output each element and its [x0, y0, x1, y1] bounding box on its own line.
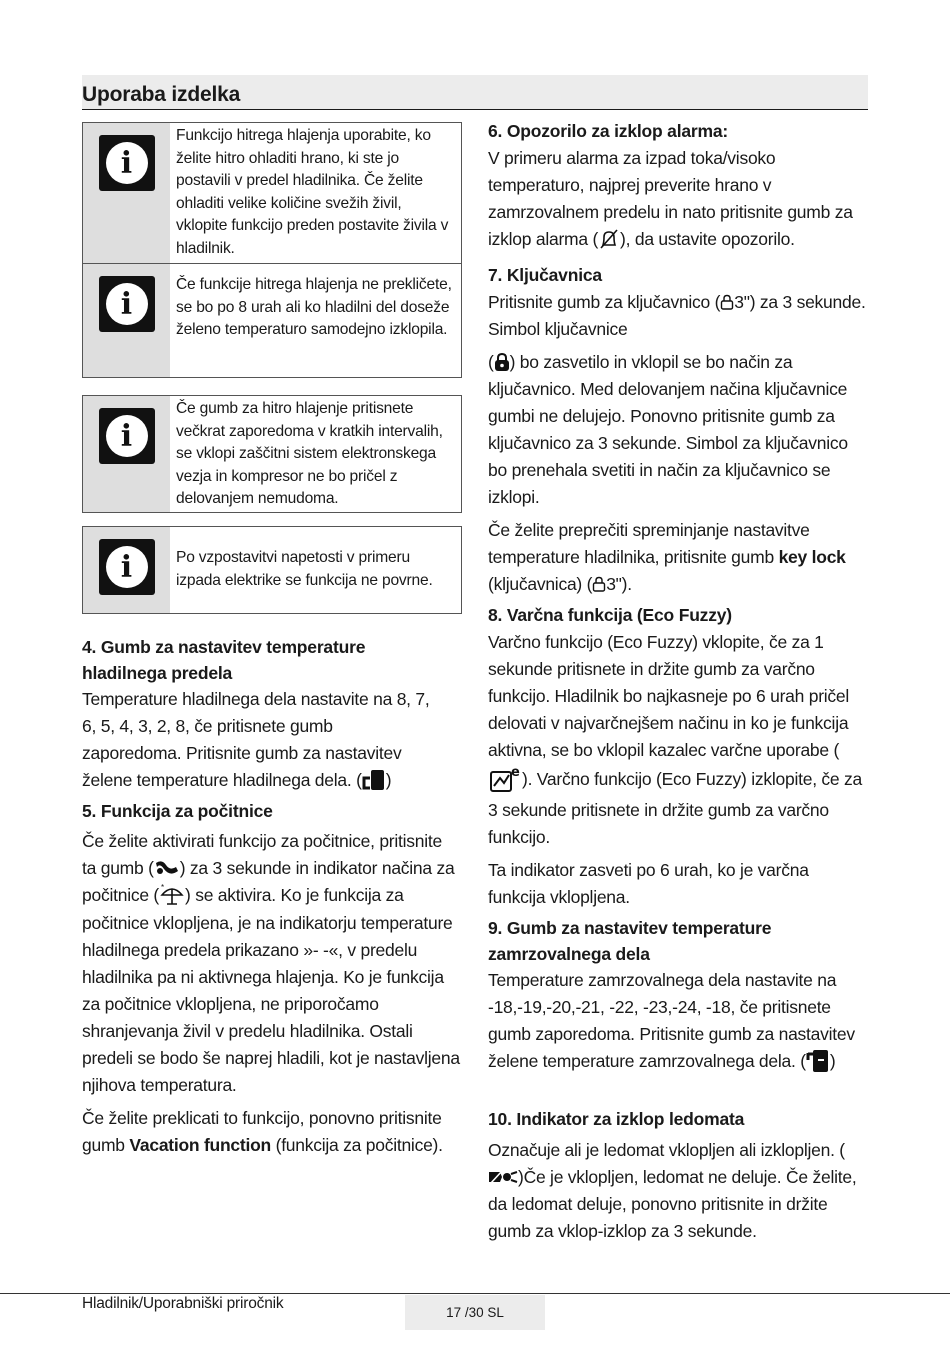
section-7-title: 7. Ključavnica — [488, 265, 602, 285]
section-9-title: 9. Gumb za nastavitev temperature zamrzovalnega dela — [488, 918, 772, 964]
section-4-title: 4. Gumb za nastavitev temperature hladilnega predela — [82, 637, 366, 683]
fridge-temp-icon — [362, 769, 386, 794]
info-icon: i — [99, 135, 155, 191]
section-8-title: 8. Varčna funkcija (Eco Fuzzy) — [488, 605, 732, 625]
lock-button-icon — [720, 294, 734, 313]
info-icon: i — [99, 408, 155, 464]
info-note — [82, 263, 462, 378]
page-number: 17 /30 SL — [405, 1295, 545, 1330]
page-title: Uporaba izdelka — [82, 83, 241, 106]
lock-button-icon — [592, 576, 606, 595]
section-6-title: 6. Opozorilo za izklop alarma: — [488, 121, 729, 141]
info-note — [82, 526, 462, 614]
umbrella-icon — [159, 883, 185, 910]
note-text: Če gumb za hitro hlajenje pritisnete večkrat zaporedoma v kratkih intervalih, se vklopi zaščitni sistem elektronskega vezja in kompresor ne bo pričel z delovanjem nemudoma. — [176, 400, 443, 508]
section-10-text: Označuje ali je ledomat vklopljen ali izklopljen. ()Če je vklopljen, ledomat ne deluje. Če želite, da ledomat deluje, ponovno pritisnite in držite gumb za vklop-izklop za 3 sekunde. — [488, 1140, 857, 1241]
info-icon: i — [99, 539, 155, 595]
footer-title: Hladilnik/Uporabniški priročnik — [82, 1295, 284, 1312]
eco-icon — [488, 764, 522, 797]
section-4-text: Temperature hladilnega dela nastavite na 8, 7, 6, 5, 4, 3, 2, 8, če pritisnete gumb zaporedoma. Pritisnite gumb za nastavitev želene temperature hladilnega dela. ( ) — [82, 686, 432, 794]
note-text: Če funkcije hitrega hlajenja ne prekličete, se bo po 8 urah ali ko hladilni del doseže želeno temperaturo samodejno izklopila. — [176, 276, 452, 339]
section-8-text: Varčno funkcijo (Eco Fuzzy) vklopite, če za 1 sekunde pritisnete in držite gumb za varčno funkcijo. Hladilnik bo najkasneje po 6 urah pričel delovati v najvarčnejšem načinu in ko je funkcija aktivna, se bo vklopil kazalec varčne uporabe ( e ). Varčno funkcijo (Eco Fuzzy) izklopite, če za 3 sekunde pritisnete in držite gumb za varčno funkcijo. Ta indikator zasveti po 6 urah, ko je varčna funkcija vklopljena. — [488, 632, 862, 907]
info-note — [82, 122, 462, 264]
info-icon: i — [99, 276, 155, 332]
section-7-text: Pritisnite gumb za ključavnico ( 3") za 3 sekunde. Simbol ključavnice ( ) bo zasvetilo in vklopil se bo način za ključavnico. Med delovanjem načina ključavnice gumbi ne delujejo. Ponovno pritisnite gumb za ključavnico za 3 sekunde. Simbol za ključavnico bo prenehala svetiti in način za ključavnico se izklopi. Če želite preprečiti spreminjanje nastavitve temperature hladilnika, pritisnite gumb key lock (ključavnica) ( 3"). — [488, 292, 866, 594]
bell-off-icon — [598, 228, 620, 253]
freezer-temp-icon — [806, 1049, 830, 1076]
lock-icon — [494, 352, 510, 375]
section-10-title: 10. Indikator za izklop ledomata — [488, 1109, 745, 1129]
svg-text:e: e — [511, 765, 520, 780]
svg-text:*: * — [161, 882, 164, 892]
note-text: Funkcijo hitrega hlajenja uporabite, ko želite hitro ohladiti hrano, ki ste jo postavili v predel hladilnika. Če želite ohladiti velike količine svežih živil, vklopite funkcijo preden postavite živila v hladilnik. — [176, 127, 449, 257]
section-5-text: Če želite aktivirati funkcijo za počitnice, pritisnite ta gumb ( ) za 3 sekunde in indikator načina za počitnice ( * ) se aktivira. Ko je funkcija za počitnice vklopljena, je na indikatorju temperature hladilnega predela prikazano »- -«, v predelu hladilnika pa ni aktivnega hlajenja. Ko je funkcija za počitnice vklopljena, ne priporočamo shranjevanja živil v predelu hladilnika. Ostali predeli se bodo še naprej hladili, kot je nastavljena njihova temperatura. Če želite preklicati to funkcijo, ponovno pritisnite gumb Vacation function (funkcija za počitnice). — [82, 831, 460, 1155]
section-6-text: V primeru alarma za izpad toka/visoko temperaturo, najprej preverite hrano v zamrzovalnem predelu in nato pritisnite gumb za izklop alarma ( ), da ustavite opozorilo. — [488, 145, 866, 253]
footer-divider — [0, 1293, 950, 1294]
vacation-button-icon — [154, 859, 180, 880]
icemaker-off-icon — [488, 1169, 518, 1188]
section-5-title: 5. Funkcija za počitnice — [82, 801, 273, 821]
section-9-text: Temperature zamrzovalnega dela nastavite na -18,-19,-20,-21, -22, -23,-24, -18, če pritisnete gumb zaporedoma. Pritisnite gumb za nastavitev želene temperature zamrzovalnega dela. ( ) — [488, 967, 866, 1076]
note-text: Po vzpostavitvi napetosti v primeru izpada elektrike se funkcija ne povrne. — [176, 549, 433, 589]
info-note — [82, 395, 462, 513]
